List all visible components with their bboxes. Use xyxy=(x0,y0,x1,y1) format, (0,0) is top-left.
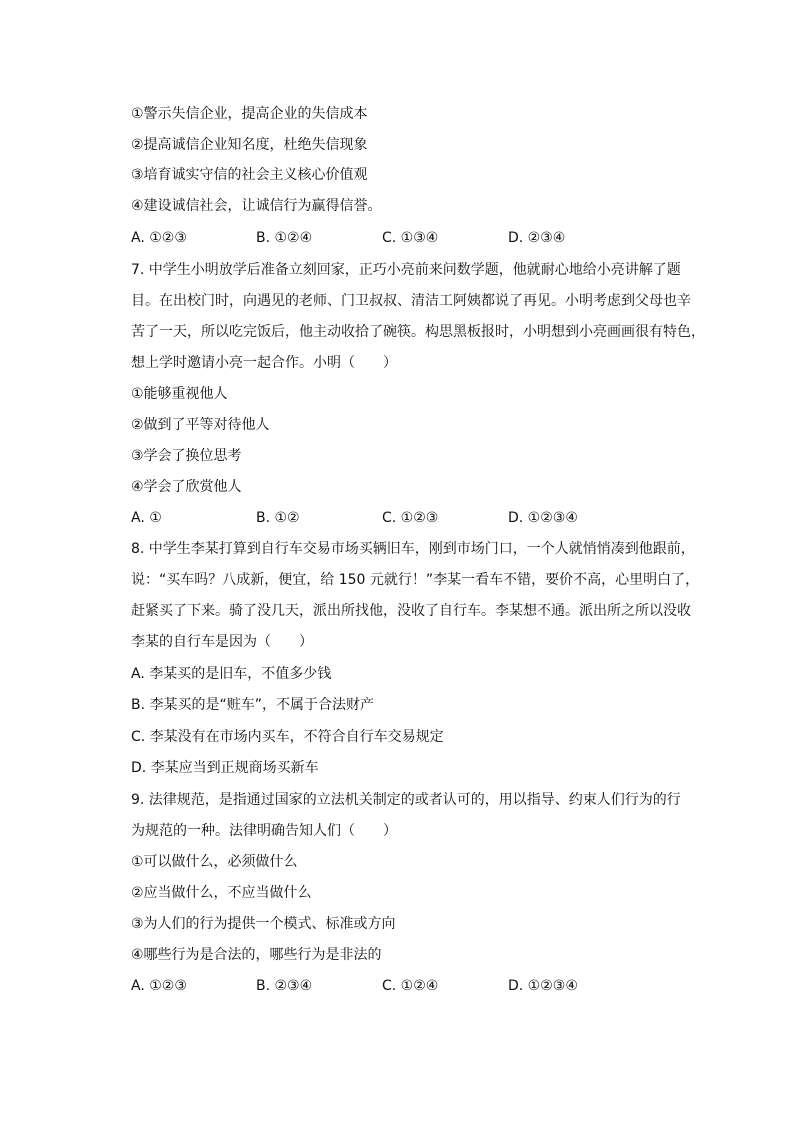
q6-item-3: ③培育诚实守信的社会主义核心价值观 xyxy=(131,167,368,183)
q9-item-2: ②应当做什么，不应当做什么 xyxy=(131,885,312,901)
q7-stem-line-2: 目。在出校门时，向遇见的老师、门卫叔叔、清洁工阿姨都说了再见。小明考虑到父母也辛 xyxy=(131,293,691,309)
q7-item-2: ②做到了平等对待他人 xyxy=(131,417,270,433)
q6-item-2: ②提高诚信企业知名度，杜绝失信现象 xyxy=(131,137,368,153)
q9-item-3: ③为人们的行为提供一个模式、标准或方向 xyxy=(131,916,396,932)
q6-option-b: B. ①②④ xyxy=(256,230,313,246)
q7-stem-line-1: 7. 中学生小明放学后准备立刻回家，正巧小亮前来问数学题，他就耐心地给小亮讲解了题 xyxy=(131,262,681,278)
q8-stem-line-1: 8. 中学生李某打算到自行车交易市场买辆旧车，刚到市场门口，一个人就悄悄凑到他跟前， xyxy=(131,541,695,557)
q7-option-a: A. ① xyxy=(131,510,162,526)
q9-option-b: B. ②③④ xyxy=(256,978,313,994)
q6-item-1: ①警示失信企业，提高企业的失信成本 xyxy=(131,106,368,122)
q9-option-a: A. ①②③ xyxy=(131,978,187,994)
q7-item-4: ④学会了欣赏他人 xyxy=(131,479,242,495)
q6-option-d: D. ②③④ xyxy=(508,230,566,246)
q9-option-c: C. ①②④ xyxy=(382,978,439,994)
q7-stem-line-4: 想上学时邀请小亮一起合作。小明（ ） xyxy=(131,355,397,371)
q8-choice-c: C. 李某没有在市场内买车，不符合自行车交易规定 xyxy=(131,729,444,745)
q9-item-1: ①可以做什么，必须做什么 xyxy=(131,854,298,870)
q9-item-4: ④哪些行为是合法的，哪些行为是非法的 xyxy=(131,947,382,963)
q8-choice-b: B. 李某买的是“赃车”，不属于合法财产 xyxy=(131,697,375,713)
q8-choice-d: D. 李某应当到正规商场买新车 xyxy=(131,760,319,776)
q9-option-d: D. ①②③④ xyxy=(508,978,578,994)
q8-stem-line-3: 赶紧买了下来。骑了没几天，派出所找他，没收了自行车。李某想不通。派出所之所以没收 xyxy=(131,603,691,619)
q7-item-3: ③学会了换位思考 xyxy=(131,448,242,464)
q9-stem-line-1: 9. 法律规范，是指通过国家的立法机关制定的或者认可的，用以指导、约束人们行为的行 xyxy=(131,792,681,808)
q6-option-c: C. ①③④ xyxy=(382,230,439,246)
q6-item-4: ④建设诚信社会，让诚信行为赢得信誉。 xyxy=(131,198,382,214)
q7-option-d: D. ①②③④ xyxy=(508,510,578,526)
q7-option-b: B. ①② xyxy=(256,510,300,526)
q8-choice-a: A. 李某买的是旧车，不值多少钱 xyxy=(131,666,332,682)
q6-option-a: A. ①②③ xyxy=(131,230,187,246)
q8-stem-line-4: 李某的自行车是因为（ ） xyxy=(131,634,313,650)
q7-option-c: C. ①②③ xyxy=(382,510,439,526)
q8-stem-line-2: 说：“买车吗？八成新，便宜，给 150 元就行！”李某一看车不错，要价不高，心里明白了， xyxy=(131,572,700,588)
q9-stem-line-2: 为规范的一种。法律明确告知人们（ ） xyxy=(131,823,397,839)
q7-stem-line-3: 苦了一天，所以吃完饭后，他主动收拾了碗筷。构思黑板报时，小明想到小亮画画很有特色， xyxy=(131,324,705,340)
q7-item-1: ①能够重视他人 xyxy=(131,386,228,402)
